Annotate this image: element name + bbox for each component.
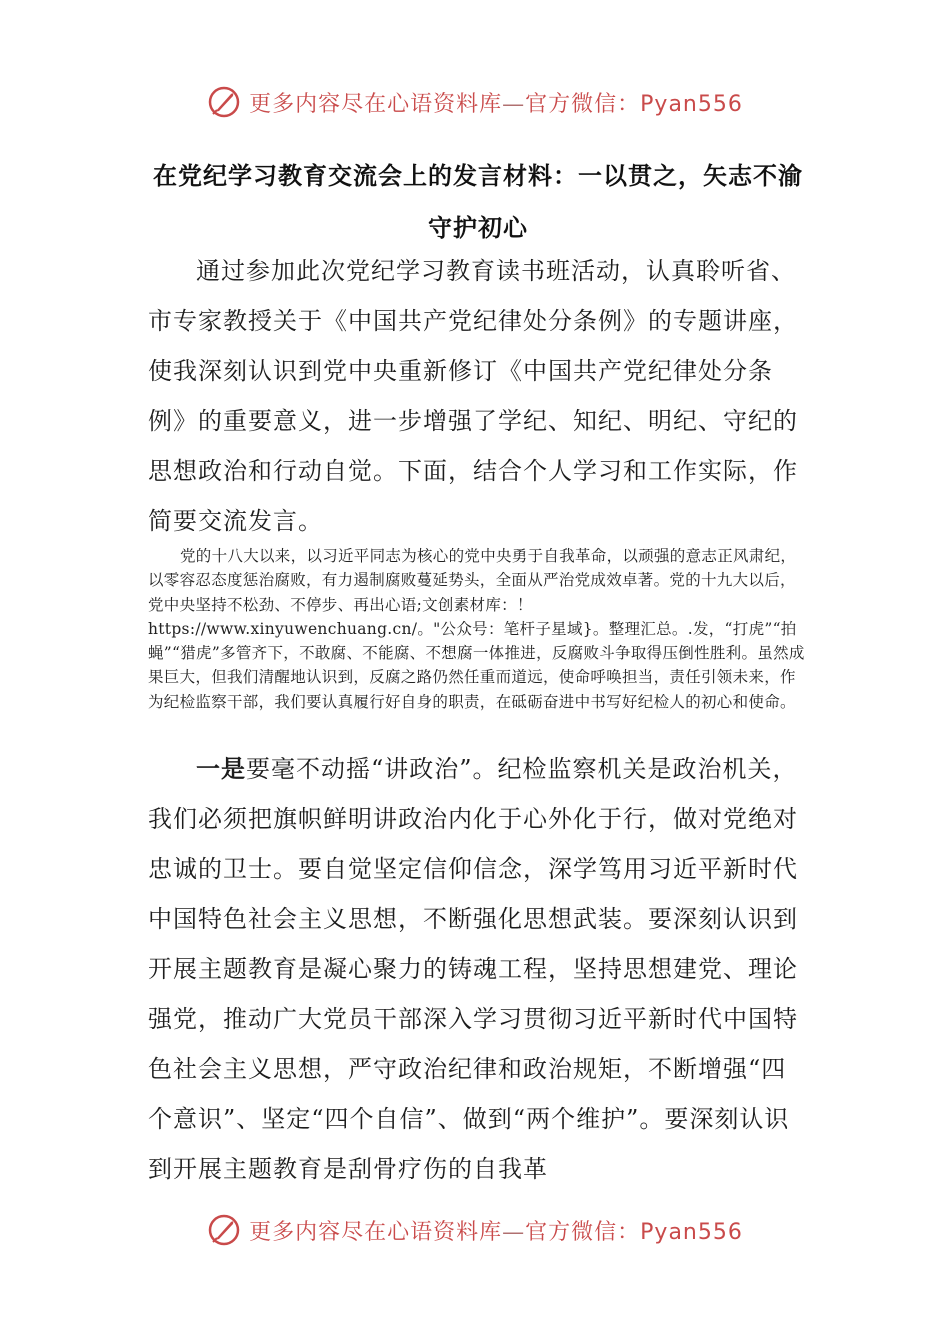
banner-wechat-id: Pyan556 [640, 1219, 743, 1245]
banner-contact-label: 官方微信： [525, 1219, 641, 1245]
banner-text [249, 87, 743, 118]
banner-dash: — [502, 91, 526, 117]
background-paragraph: 党的十八大以来，以习近平同志为核心的党中央勇于自我革命，以顽强的意志正风肃纪，以零容忍态度惩治腐败，有力遏制腐败蔓延势头，全面从严治党成效卓著。党的十九大以后，党中央坚持不松劲、不停步、再出心语;文创素材库：！https://www.xinyuwenchuang.cn/。"公众号：笔杆子星域}。整理汇总。.发，“打虎”“拍蝇”“猎虎”多管齐下，不敢腐、不能腐、不想腐一体推进，反腐败斗争取得压倒性胜利。虽然成果巨大，但我们清醒地认识到，反腐之路仍然任重而道远，使命呼唤担当，责任引领未来，作为纪检监察干部，我们要认真履行好自身的职责，在砥砺奋进中书写好纪检人的初心和使命。 [148, 547, 805, 711]
banner-slogan: 更多内容尽在心语资料库 [249, 91, 503, 117]
quill-logo-icon [207, 85, 241, 119]
banner-slogan: 更多内容尽在心语资料库 [249, 1219, 503, 1245]
intro-paragraph: 通过参加此次党纪学习教育读书班活动，认真聆听省、市专家教授关于《中国共产党纪律处分条例》的专题讲座，使我深刻认识到党中央重新修订《中国共产党纪律处分条例》的重要意义，进一步增强了学纪、知纪、明纪、守纪的思想政治和行动自觉。下面，结合个人学习和工作实际，作简要交流发言。 [148, 257, 798, 535]
banner-contact-label: 官方微信： [525, 91, 641, 117]
banner-wechat-id: Pyan556 [640, 91, 743, 117]
point-one-body: 要毫不动摇“讲政治”。纪检监察机关是政治机关，我们必须把旗帜鲜明讲政治内化于心外化于行，做对党绝对忠诚的卫士。要自觉坚定信仰信念，深学笃用习近平新时代中国特色社会主义思想，不断强化思想武装。要深刻认识到开展主题教育是凝心聚力的铸魂工程，坚持思想建党、理论强党，推动广大党员干部深入学习贯彻习近平新时代中国特色社会主义思想，严守政治纪律和政治规矩，不断增强“四个意识”、坚定“四个自信”、做到“两个维护”。要深刻认识到开展主题教育是刮骨疗伤的自我革 [148, 755, 798, 1183]
footer-banner [0, 1208, 950, 1252]
quill-logo-icon [207, 1213, 241, 1247]
point-one-paragraph [148, 744, 808, 1194]
point-one-lead: 一是 [196, 754, 246, 783]
document-title: 在党纪学习教育交流会上的发言材料：一以贯之，矢志不渝守护初心 [153, 162, 803, 242]
banner-text [249, 1215, 743, 1246]
header-banner [0, 80, 950, 124]
banner-dash: — [502, 1219, 526, 1245]
